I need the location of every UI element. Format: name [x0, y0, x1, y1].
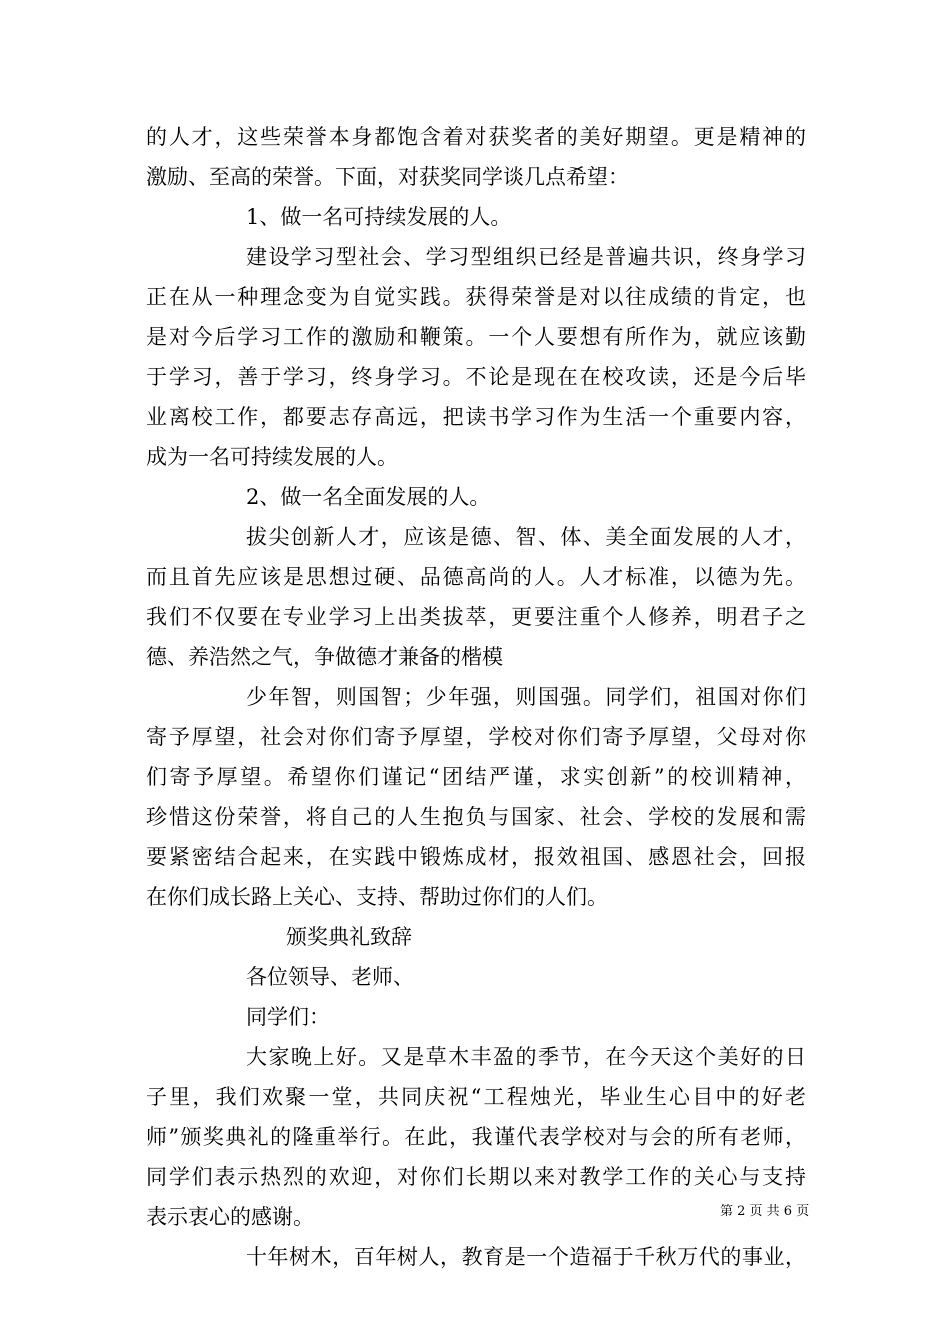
text-line: 是对今后学习工作的激励和鞭策。一个人要想有所作为，就应该勤 [146, 325, 806, 349]
text-line: 而且首先应该是思想过硬、品德高尚的人。人才标准，以德为先。 [146, 565, 806, 589]
text-line: 业离校工作，都要志存高远，把读书学习作为生活一个重要内容， [146, 405, 806, 429]
text-line: 我们不仅要在专业学习上出类拔萃，更要注重个人修养，明君子之 [146, 605, 806, 629]
text-line: 们寄予厚望。希望你们谨记“团结严谨，求实创新”的校训精神， [146, 765, 806, 789]
text-line: 寄予厚望，社会对你们寄予厚望，学校对你们寄予厚望，父母对你 [146, 725, 806, 749]
text-line: 子里，我们欢聚一堂，共同庆祝“工程烛光，毕业生心目中的好老 [146, 1085, 806, 1109]
text-line: 少年智，则国智；少年强，则国强。同学们，祖国对你们 [246, 685, 806, 709]
text-line: 成为一名可持续发展的人。 [146, 445, 398, 469]
text-line: 于学习，善于学习，终身学习。不论是现在在校攻读，还是今后毕 [146, 365, 806, 389]
text-line: 表示衷心的感谢。 [146, 1205, 314, 1229]
text-line: 拔尖创新人才，应该是德、智、体、美全面发展的人才， [246, 525, 806, 549]
text-line: 大家晚上好。又是草木丰盈的季节，在今天这个美好的日 [246, 1045, 806, 1069]
salutation-line: 各位领导、老师、 [246, 965, 414, 989]
list-item-heading: 1、做一名可持续发展的人。 [246, 205, 512, 229]
salutation-line: 同学们： [246, 1005, 330, 1029]
text-line: 激励、至高的荣誉。下面，对获奖同学谈几点希望： [146, 165, 629, 189]
text-line: 正在从一种理念变为自觉实践。获得荣誉是对以往成绩的肯定，也 [146, 285, 806, 309]
text-line: 十年树木，百年树人，教育是一个造福于千秋万代的事业， [246, 1245, 806, 1269]
page-number: 第 2 页 共 6 页 [720, 1204, 810, 1219]
text-line: 的人才，这些荣誉本身都饱含着对获奖者的美好期望。更是精神的 [146, 125, 806, 149]
text-line: 建设学习型社会、学习型组织已经是普遍共识，终身学习 [246, 245, 806, 269]
text-line: 德、养浩然之气，争做德才兼备的楷模 [146, 645, 503, 669]
text-line: 同学们表示热烈的欢迎，对你们长期以来对教学工作的关心与支持 [146, 1165, 806, 1189]
text-line: 要紧密结合起来，在实践中锻炼成材，报效祖国、感恩社会，回报 [146, 845, 806, 869]
text-line: 师”颁奖典礼的隆重举行。在此，我谨代表学校对与会的所有老师， [146, 1125, 806, 1149]
text-line: 珍惜这份荣誉，将自己的人生抱负与国家、社会、学校的发展和需 [146, 805, 806, 829]
list-item-heading: 2、做一名全面发展的人。 [246, 485, 491, 509]
text-line: 在你们成长路上关心、支持、帮助过你们的人们。 [146, 885, 608, 909]
section-title: 颁奖典礼致辞 [286, 925, 412, 949]
